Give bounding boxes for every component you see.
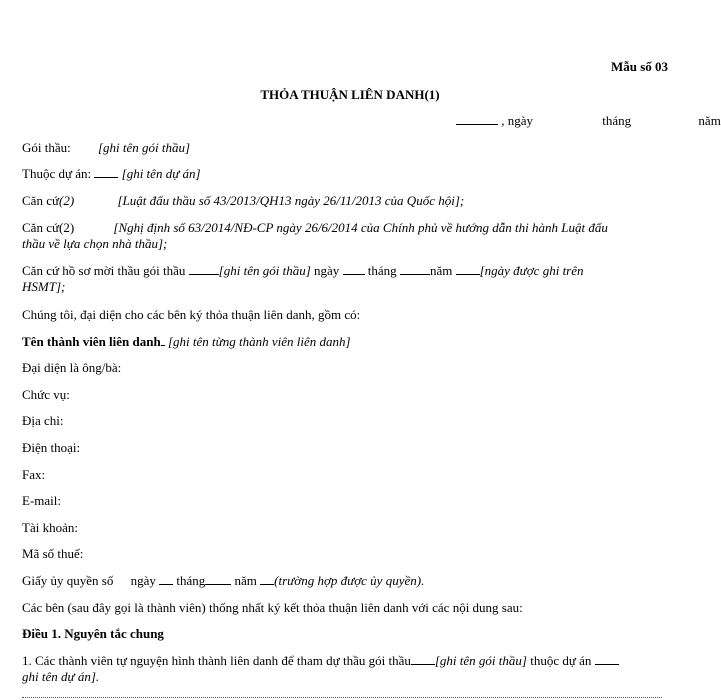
position-field: Chức vụ: — [22, 387, 70, 402]
clause2-partial-line — [22, 694, 672, 700]
basis3-blank-1 — [189, 263, 219, 275]
email-field: E-mail: — [22, 493, 61, 508]
intro-line: Chúng tôi, đại diện cho các bên ký thỏa thuận liên danh, gồm có: — [22, 307, 361, 322]
authorization-label: Giấy ủy quyền số — [22, 573, 114, 588]
clause1-blank-project — [595, 653, 619, 665]
authorization-blank-day — [159, 573, 173, 585]
form-number: Mẫu số 03 — [610, 59, 668, 74]
basis1-line — [22, 192, 464, 209]
agreement-intro-line: Các bên (sau đây gọi là thành viên) thống nhất ký kết thỏa thuận liên danh với các nội dung sau: — [22, 600, 523, 615]
date-day-label: , ngày — [501, 113, 534, 128]
tax-code-field: Mã số thuế: — [22, 546, 84, 561]
article1-title: Điều 1. Nguyên tắc chung — [22, 626, 164, 641]
clause1-line2: ghi tên dự án]. — [22, 669, 100, 684]
project-line — [22, 165, 201, 182]
basis2-value-line2: thầu về lựa chọn nhà thầu]; — [22, 236, 168, 251]
authorization-note: (trường hợp được ủy quyền). — [274, 573, 425, 588]
basis3-blank-year — [456, 263, 480, 275]
basis3-month-label: tháng — [367, 263, 397, 278]
authorization-blank-year — [260, 573, 274, 585]
basis3-blank-day — [343, 263, 365, 275]
basis3-label: Căn cứ hồ sơ mời thầu gói thầu — [22, 263, 186, 278]
member-label: Tên thành viên liên danh — [22, 334, 161, 349]
clause1-package: [ghi tên gói thầu] — [434, 653, 527, 668]
basis2-value-line1: [Nghị định số 63/2014/NĐ-CP ngày 26/6/2014 của Chính phủ về hướng dẫn thi hành Luật đấu — [113, 220, 608, 235]
clause1-line1 — [22, 652, 619, 669]
package-label: Gói thầu: — [22, 140, 71, 155]
basis2-label: Căn cứ(2) — [22, 220, 75, 235]
place-blank — [456, 113, 498, 125]
project-value: [ghi tên dự án] — [121, 166, 201, 181]
date-year-label: năm — [698, 113, 721, 128]
member-line — [22, 333, 351, 350]
account-field: Tài khoản: — [22, 520, 78, 535]
project-blank — [94, 166, 118, 178]
authorization-year-label: năm — [234, 573, 257, 588]
clause1-blank-package — [411, 653, 435, 665]
package-value: [ghi tên gói thầu] — [98, 140, 191, 155]
basis2-line1 — [22, 219, 608, 236]
basis1-ref: (2) — [59, 193, 75, 208]
basis3-year-label: năm — [429, 263, 453, 278]
representative-field: Đại diện là ông/bà: — [22, 360, 122, 375]
date-line — [456, 112, 721, 129]
fax-field: Fax: — [22, 467, 46, 482]
basis3-blank-month — [400, 263, 430, 275]
date-month-label: tháng — [602, 113, 632, 128]
member-value: [ghi tên từng thành viên liên danh] — [167, 334, 351, 349]
authorization-blank-month — [205, 573, 231, 585]
package-line — [22, 139, 190, 156]
document-title: THỎA THUẬN LIÊN DANH(1) — [260, 87, 440, 102]
basis3-package: [ghi tên gói thầu] — [218, 263, 311, 278]
authorization-day-label: ngày — [130, 573, 156, 588]
basis3-line2: HSMT]; — [22, 279, 66, 294]
basis3-date-note: [ngày được ghi trên — [479, 263, 584, 278]
project-label: Thuộc dự án: — [22, 166, 92, 181]
basis1-value: [Luật đấu thầu số 43/2013/QH13 ngày 26/11/2013 của Quốc hội]; — [117, 193, 465, 208]
clause1-project-label: thuộc dự án — [530, 653, 592, 668]
phone-field: Điện thoại: — [22, 440, 81, 455]
address-field: Địa chỉ: — [22, 413, 64, 428]
basis1-label: Căn cứ — [22, 193, 60, 208]
basis3-day-label: ngày — [314, 263, 340, 278]
clause1-text: 1. Các thành viên tự nguyện hình thành liên danh để tham dự thầu gói thầu — [22, 653, 411, 668]
basis3-line1 — [22, 262, 584, 279]
authorization-month-label: tháng — [176, 573, 206, 588]
authorization-line — [22, 572, 424, 589]
